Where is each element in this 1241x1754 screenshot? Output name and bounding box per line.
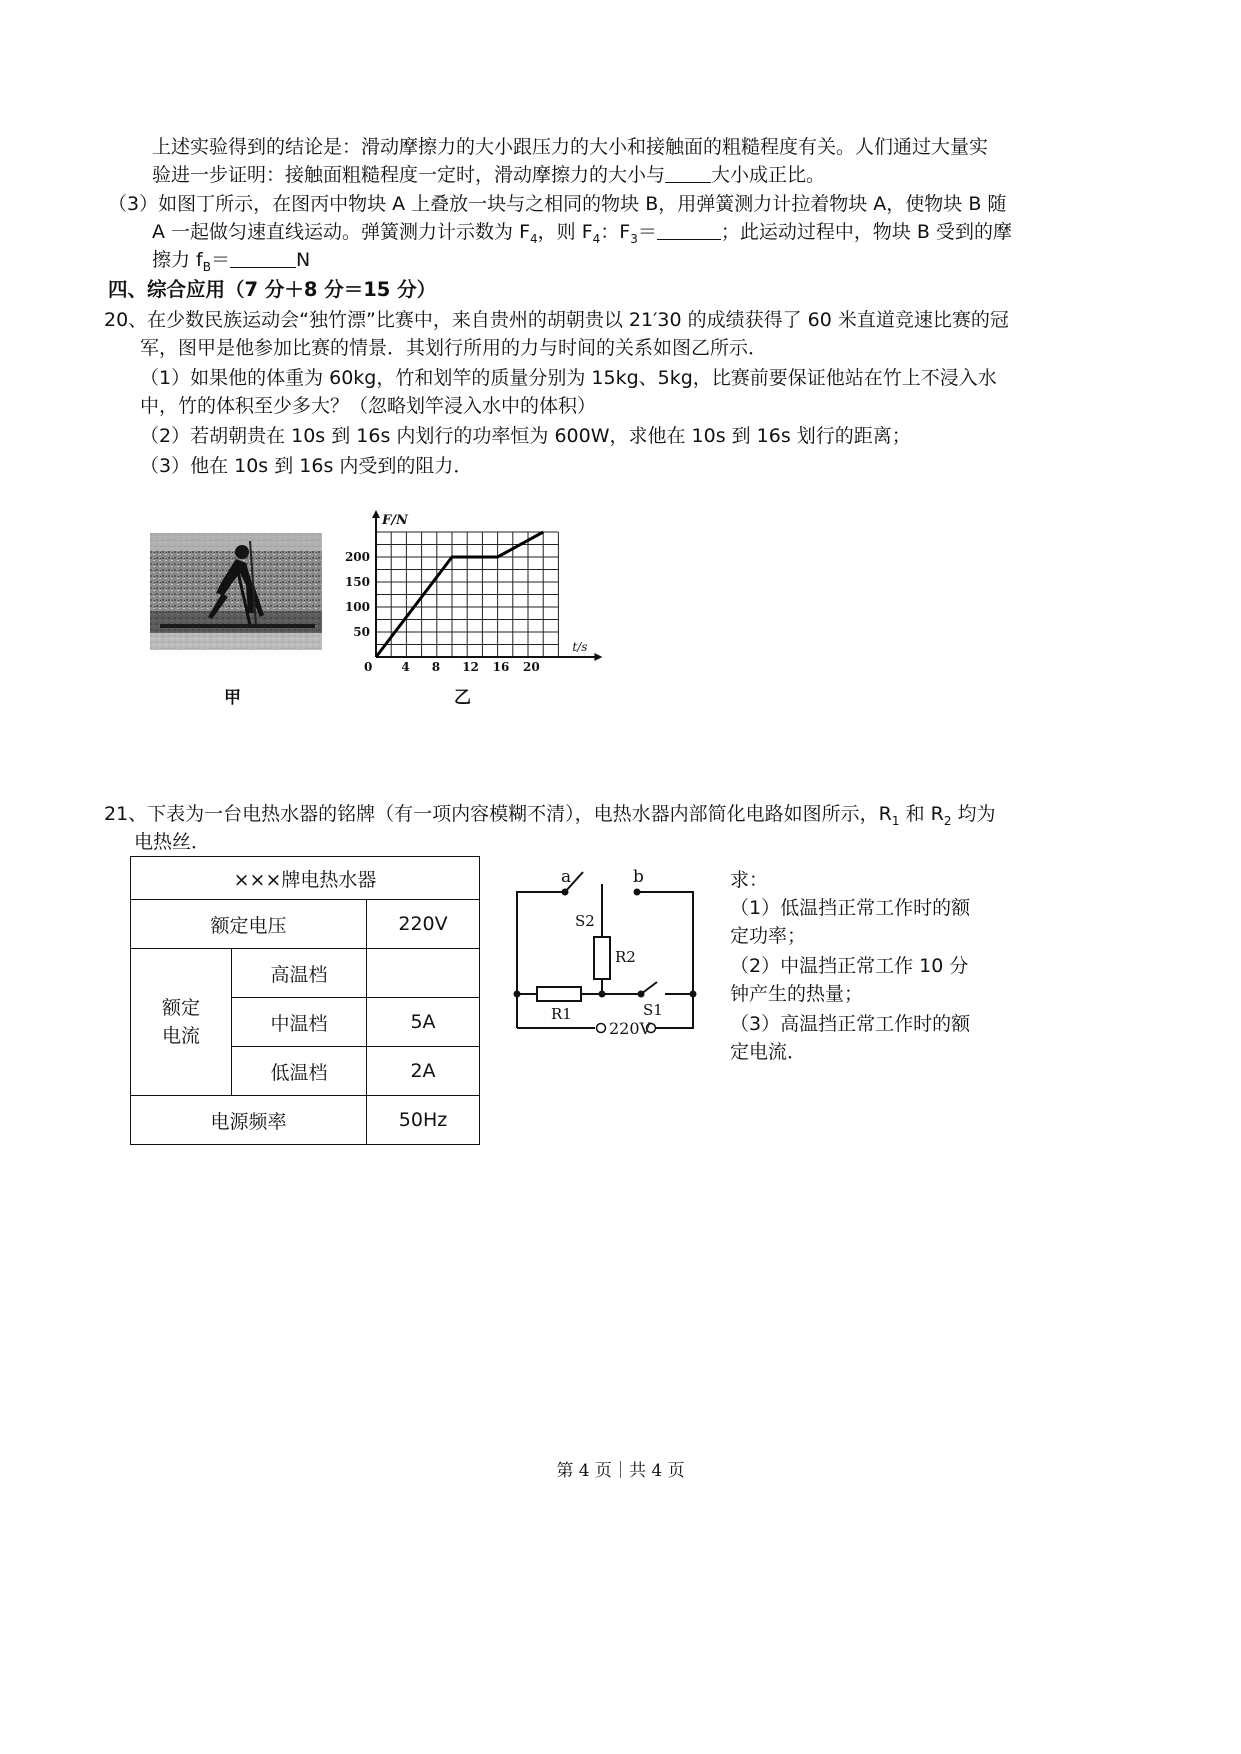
q20-sub3: （3）他在 10s 到 16s 内受到的阻力． [140, 455, 473, 477]
q3-unit: N [295, 249, 311, 271]
table-row [131, 949, 480, 998]
conclusion-text: 验进一步证明：接触面粗糙程度一定时，滑动摩擦力的大小与 [152, 164, 666, 186]
label-r2: R2 [615, 948, 636, 966]
circuit-diagram [505, 862, 705, 1042]
terminal-b [634, 889, 641, 896]
q3-text-e: ；此运动过程中，物块 B 受到的摩 [720, 221, 1012, 243]
q21-text-b: 和 R [899, 803, 944, 825]
conclusion-line-2 [152, 161, 825, 189]
answer-blank-1[interactable] [665, 162, 711, 183]
q21-stem-line-2: 电热丝． [134, 831, 211, 853]
frequency-label: 电源频率 [131, 1096, 367, 1145]
x-tick-label: 0 [364, 660, 373, 674]
s1-pivot [638, 991, 645, 998]
conclusion-line-1: 上述实验得到的结论是：滑动摩擦力的大小跟压力的大小和接触面的粗糙程度有关。人们通过大量实 [152, 136, 989, 158]
high-gear-label: 高温档 [232, 949, 367, 998]
label-220v: 220V [609, 1019, 652, 1038]
q3-text-f: 擦力 f [152, 249, 203, 271]
x-tick-label: 8 [431, 660, 441, 674]
high-gear-value [367, 949, 480, 998]
answer-blank-3[interactable] [230, 247, 296, 268]
label-s1: S1 [643, 1001, 663, 1019]
left-wire [515, 892, 565, 994]
rated-current-label [131, 949, 232, 1096]
table-title: ×××牌电热水器 [131, 857, 480, 900]
y-axis-label: F/N [382, 513, 408, 528]
table-row [131, 857, 480, 900]
q21-text-c: 均为 [951, 803, 996, 825]
subscript: 2 [943, 813, 952, 828]
subscript: 4 [530, 231, 538, 246]
junction-right [690, 991, 697, 998]
q21-q1-line-2: 定功率； [730, 925, 807, 947]
q20-sub1-line-2: 中，竹的体积至少多大？（忽略划竿浸入水中的体积） [140, 395, 597, 417]
junction-mid [599, 991, 606, 998]
q3-line-1: （3）如图丁所示，在图丙中物块 A 上叠放一块与之相同的物块 B，用弹簧测力计拉着物块 A，使物块 B 随 [108, 193, 1007, 215]
mid-gear-label: 中温档 [232, 998, 367, 1047]
label-r1: R1 [551, 1005, 572, 1023]
q3-text-g: ＝ [210, 249, 230, 271]
q20-sub1-line-1: （1）如果他的体重为 60kg，竹和划竿的质量分别为 15kg、5kg，比赛前要保证他站在竹上不浸入水 [140, 367, 997, 389]
table-row [131, 1096, 480, 1145]
rated-current-label-2: 电流 [161, 1025, 200, 1047]
y-axis-arrow [372, 510, 380, 518]
subscript: 4 [592, 231, 601, 246]
r2-resistor [594, 937, 610, 979]
nameplate-table [130, 856, 480, 1145]
figure-caption-a: 甲 [224, 688, 241, 708]
figure-caption-b: 乙 [454, 688, 471, 708]
q20-stem-line-1: 20、在少数民族运动会“独竹漂”比赛中，来自贵州的胡朝贵以 21′30 的成绩获得了 60 米直道竞速比赛的冠 [104, 309, 1009, 331]
x-axis-label: t/s [572, 640, 588, 654]
y-tick-label: 100 [344, 600, 370, 614]
subscript: 1 [891, 813, 900, 828]
subscript: 3 [630, 231, 638, 246]
rated-voltage-value: 220V [367, 900, 480, 949]
table-row [131, 900, 480, 949]
y-tick-label: 200 [344, 550, 370, 564]
q3-text-d: ＝ [637, 221, 657, 243]
answer-blank-2[interactable] [657, 219, 721, 240]
q20-stem-line-2: 军，图甲是他参加比赛的情景．其划行所用的力与时间的关系如图乙所示． [140, 337, 768, 359]
q21-q3-line-2: 定电流． [730, 1041, 807, 1063]
q20-sub2: （2）若胡朝贵在 10s 到 16s 内划行的功率恒为 600W，求他在 10s 到 16s 划行的距离； [140, 425, 911, 447]
athlete-photo [150, 533, 322, 650]
label-a: a [561, 867, 572, 887]
section-heading: 四、综合应用（7 分＋8 分＝15 分） [108, 278, 437, 301]
terminal-a [562, 889, 569, 896]
q21-q2-line-2: 钟产生的热量； [730, 983, 864, 1005]
rated-current-label-1: 额定 [161, 997, 200, 1019]
label-b: b [633, 867, 644, 887]
r1-resistor [537, 987, 581, 1001]
x-tick-label: 4 [401, 660, 410, 674]
y-tick-label: 50 [353, 625, 370, 639]
y-tick-label: 150 [344, 575, 370, 589]
subscript: B [202, 259, 211, 274]
q21-q1-line-1: （1）低温挡正常工作时的额 [730, 897, 971, 919]
q3-text-b: ，则 F [537, 221, 593, 243]
x-axis-arrow [594, 653, 602, 661]
q3-text-a: A 一起做匀速直线运动。弹簧测力计示数为 F [152, 221, 531, 243]
q3-text-c: ：F [600, 221, 631, 243]
x-tick-label: 12 [462, 660, 479, 674]
x-tick-label: 16 [492, 660, 510, 674]
low-gear-value: 2A [367, 1047, 480, 1096]
conclusion-text-end: 大小成正比。 [711, 164, 826, 186]
q21-ask: 求： [730, 869, 769, 891]
x-tick-label: 20 [523, 660, 540, 674]
force-time-chart-svg [330, 490, 588, 675]
q21-q2-line-1: （2）中温挡正常工作 10 分 [730, 955, 969, 977]
q21-stem-line-1 [104, 800, 996, 835]
q21-text-a: 21、下表为一台电热水器的铭牌（有一项内容模糊不清），电热水器内部简化电路如图所示，R [104, 803, 892, 825]
label-s2: S2 [575, 912, 595, 930]
junction-left [514, 991, 521, 998]
force-time-chart [330, 490, 588, 675]
frequency-value: 50Hz [367, 1096, 480, 1145]
mid-gear-value: 5A [367, 998, 480, 1047]
page-footer: 第 4 页｜共 4 页 [556, 1461, 685, 1481]
rated-voltage-label: 额定电压 [131, 900, 367, 949]
power-terminal-left [597, 1024, 606, 1033]
low-gear-label: 低温档 [232, 1047, 367, 1096]
q21-q3-line-1: （3）高温挡正常工作时的额 [730, 1013, 971, 1035]
